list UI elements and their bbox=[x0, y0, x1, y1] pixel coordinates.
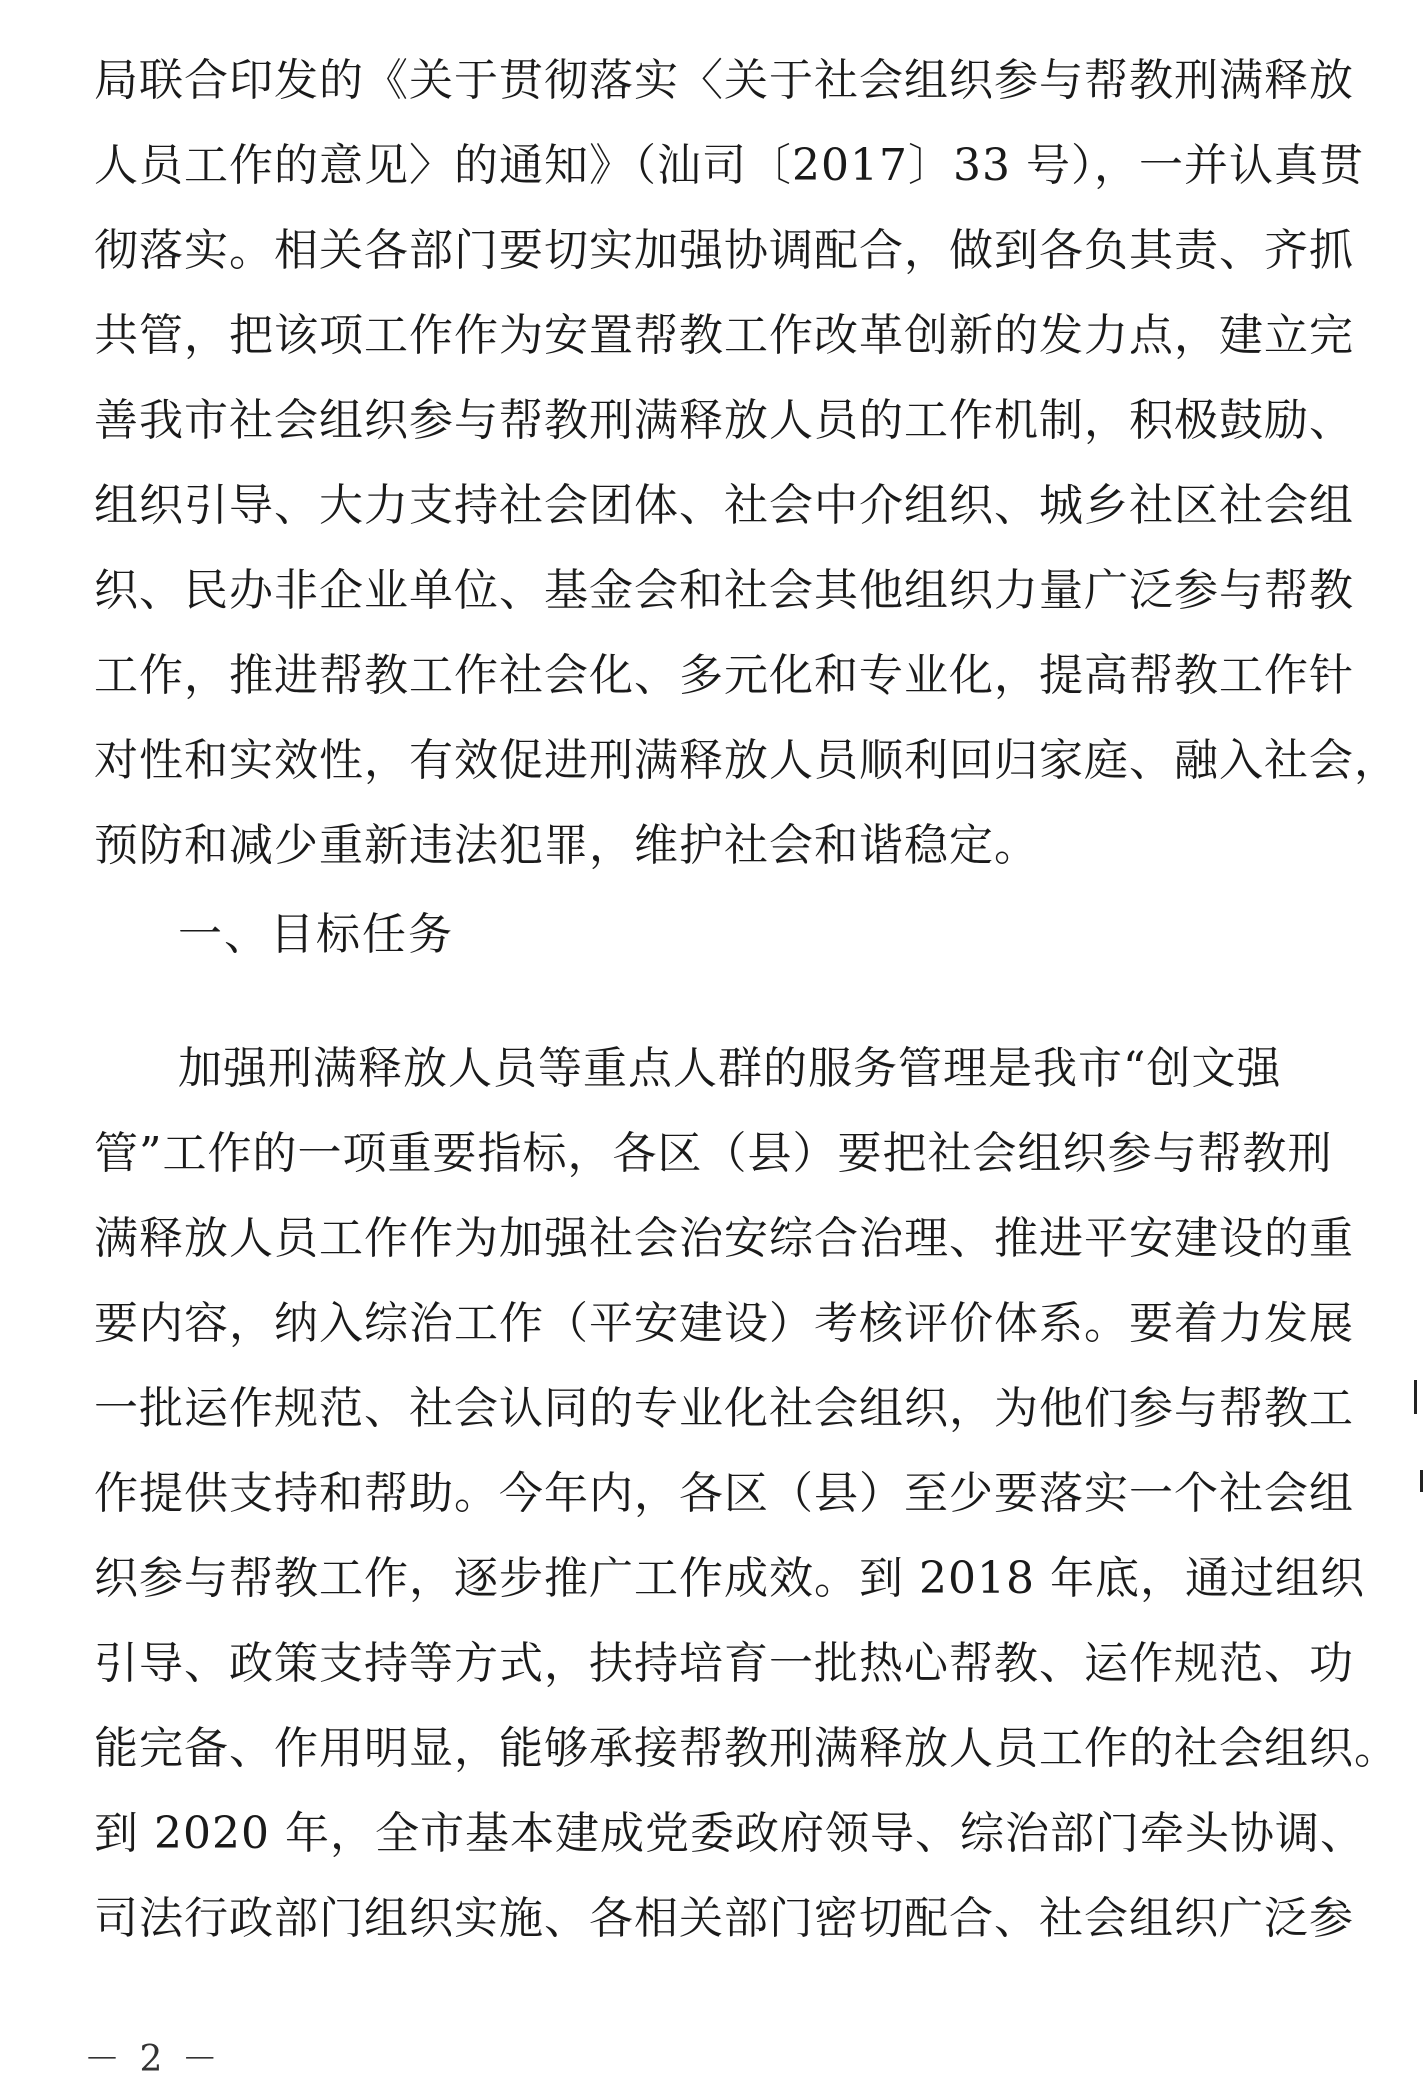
scan-artifact bbox=[1414, 1380, 1417, 1414]
paragraph-line: 管”工作的一项重要指标，各区（县）要把社会组织参与帮教刑 bbox=[94, 1128, 1333, 1179]
paragraph-line: 预防和减少重新违法犯罪，维护社会和谐稳定。 bbox=[94, 820, 1039, 871]
paragraph-line: 一批运作规范、社会认同的专业化社会组织，为他们参与帮教工 bbox=[94, 1383, 1354, 1434]
paragraph-line: 织、民办非企业单位、基金会和社会其他组织力量广泛参与帮教 bbox=[94, 565, 1354, 616]
paragraph-line: 织参与帮教工作，逐步推广工作成效。到 2018 年底，通过组织 bbox=[94, 1553, 1365, 1604]
paragraph-line: 工作，推进帮教工作社会化、多元化和专业化，提高帮教工作针 bbox=[94, 650, 1354, 701]
section-heading: 一、目标任务 bbox=[178, 909, 454, 960]
paragraph-line: 局联合印发的《关于贯彻落实〈关于社会组织参与帮教刑满释放 bbox=[94, 55, 1354, 106]
scan-artifact bbox=[1420, 1470, 1423, 1492]
paragraph-line: 善我市社会组织参与帮教刑满释放人员的工作机制，积极鼓励、 bbox=[94, 395, 1354, 446]
paragraph-line: 到 2020 年，全市基本建成党委政府领导、综治部门牵头协调、 bbox=[94, 1808, 1365, 1859]
paragraph-line: 对性和实效性，有效促进刑满释放人员顺利回归家庭、融入社会， bbox=[94, 735, 1399, 786]
paragraph-line: 能完备、作用明显，能够承接帮教刑满释放人员工作的社会组织。 bbox=[94, 1723, 1399, 1774]
paragraph-line: 人员工作的意见〉的通知》（汕司〔2017〕33 号），一并认真贯 bbox=[94, 140, 1364, 191]
paragraph-line: 组织引导、大力支持社会团体、社会中介组织、城乡社区社会组 bbox=[94, 480, 1354, 531]
paragraph-line: 共管，把该项工作作为安置帮教工作改革创新的发力点，建立完 bbox=[94, 310, 1354, 361]
page-number: － 2 － bbox=[84, 2039, 222, 2080]
paragraph-line: 要内容，纳入综治工作（平安建设）考核评价体系。要着力发展 bbox=[94, 1298, 1354, 1349]
paragraph-line: 满释放人员工作作为加强社会治安综合治理、推进平安建设的重 bbox=[94, 1213, 1354, 1264]
paragraph-line: 引导、政策支持等方式，扶持培育一批热心帮教、运作规范、功 bbox=[94, 1638, 1354, 1689]
paragraph-line: 作提供支持和帮助。今年内，各区（县）至少要落实一个社会组 bbox=[94, 1468, 1354, 1519]
paragraph-line: 加强刑满释放人员等重点人群的服务管理是我市“创文强 bbox=[178, 1043, 1282, 1094]
paragraph-line: 彻落实。相关各部门要切实加强协调配合，做到各负其责、齐抓 bbox=[94, 225, 1354, 276]
paragraph-line: 司法行政部门组织实施、各相关部门密切配合、社会组织广泛参 bbox=[94, 1893, 1354, 1944]
